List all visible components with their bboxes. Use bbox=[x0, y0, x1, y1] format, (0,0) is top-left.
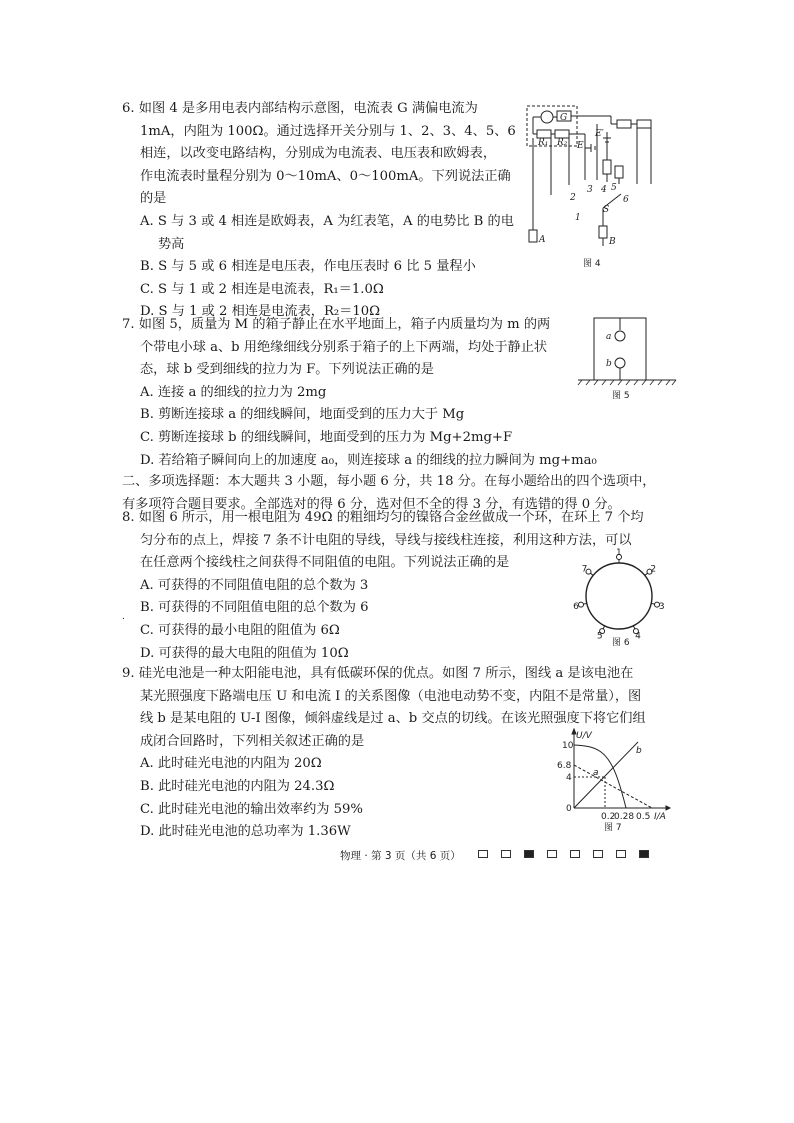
ring bbox=[586, 563, 652, 629]
q8-option-b: B. 可获得的不同阻值电阻的总个数为 6 bbox=[140, 600, 369, 616]
q9-stem-line: 成闭合回路时，下列相关叙述正确的是 bbox=[140, 733, 365, 749]
label-s: S bbox=[603, 205, 610, 215]
footer-marker-boxes bbox=[478, 850, 649, 858]
tangent-line bbox=[574, 765, 652, 808]
figure-4-caption: 图 4 bbox=[583, 259, 601, 269]
empty-marker-box bbox=[616, 850, 626, 858]
q9-option-b: B. 此时硅光电池的内阻为 24.3Ω bbox=[140, 778, 335, 794]
q9-stem-line: 9. 硅光电池是一种太阳能电池，具有低碳环保的优点。如图 7 所示，图线 a 是该电池在 bbox=[122, 666, 634, 681]
q8-option-d: D. 可获得的最大电阻的阻值为 10Ω bbox=[140, 645, 349, 661]
label-3: 3 bbox=[587, 185, 593, 195]
figure-7-caption: 图 7 bbox=[604, 823, 622, 833]
q9-option-a: A. 此时硅光电池的内阻为 20Ω bbox=[140, 756, 322, 772]
terminal-label-3: 3 bbox=[658, 601, 665, 612]
q6-stem-line: 1mA，内阻为 100Ω。通过选择开关分别与 1、2、3、4、5、6 bbox=[140, 123, 516, 139]
section-2-line: 二、多项选择题：本大题共 3 小题，每小题 6 分，共 18 分。在每小题给出的四个选项中， bbox=[122, 474, 656, 489]
xtick-0.5: 0.5 bbox=[636, 812, 651, 822]
ytick-0: 0 bbox=[566, 804, 572, 814]
q6-stem-line: 6. 如图 4 是多用电表内部结构示意图，电流表 G 满偏电流为 bbox=[122, 101, 478, 116]
label-r2: R₂ bbox=[557, 138, 568, 148]
stray-mark: . bbox=[122, 612, 125, 622]
ytick-10: 10 bbox=[562, 741, 574, 751]
q8-option-a: A. 可获得的不同阻值电阻的总个数为 3 bbox=[140, 577, 369, 593]
empty-marker-box bbox=[593, 850, 603, 858]
terminal-label-4: 4 bbox=[635, 631, 641, 642]
q6-option-b: B. S 与 5 或 6 相连是电压表，作电压表时 6 比 5 量程小 bbox=[140, 259, 476, 275]
xtick-0.2: 0.2 bbox=[601, 812, 616, 822]
figure-4-circuit bbox=[525, 100, 665, 270]
terminal-label-5: 5 bbox=[596, 631, 603, 642]
q7-stem-line: 态，球 b 受到细线的拉力为 F。下列说法正确的是 bbox=[140, 362, 434, 378]
empty-marker-box bbox=[478, 850, 488, 858]
galvanometer-symbol bbox=[541, 111, 553, 123]
page-footer: 物理 · 第 3 页（共 6 页） bbox=[340, 850, 461, 862]
label-5: 5 bbox=[611, 183, 617, 193]
filled-marker-box bbox=[524, 850, 534, 858]
q7-option-d: D. 若给箱子瞬间向上的加速度 a₀，则连接球 a 的细线的拉力瞬间为 mg+ma₀ bbox=[140, 452, 597, 468]
label-line-a: a bbox=[593, 768, 599, 778]
q8-stem-line: 8. 如图 6 所示，用一根电阻为 49Ω 的粗细均匀的镍铬合金丝做成一个环，在环上 7 个均 bbox=[122, 510, 644, 525]
line-b bbox=[574, 742, 638, 808]
question-6 bbox=[122, 98, 522, 324]
ytick-4: 4 bbox=[566, 773, 572, 783]
figure-6-caption: 图 6 bbox=[612, 638, 630, 648]
filled-marker-box bbox=[639, 850, 649, 858]
ytick-6.8: 6.8 bbox=[557, 761, 572, 771]
graph-ylabel: U/V bbox=[576, 731, 592, 741]
q6-option-a-cont: 势高 bbox=[158, 236, 185, 252]
label-2: 2 bbox=[570, 193, 576, 203]
q7-stem-line: 个带电小球 a、b 用绝缘细线分别系于箱子的上下两端，均处于静止状 bbox=[140, 339, 548, 355]
empty-marker-box bbox=[547, 850, 557, 858]
q9-option-c: C. 此时硅光电池的输出效率约为 59% bbox=[140, 801, 363, 817]
label-g: G bbox=[560, 113, 568, 123]
terminal-post-6 bbox=[578, 602, 583, 607]
q8-stem-line: 匀分布的点上，焊接 7 条不计电阻的导线，导线与接线柱连接，利用这种方法，可以 bbox=[140, 532, 632, 548]
q6-option-c: C. S 与 1 或 2 相连是电流表，R₁＝1.0Ω bbox=[140, 281, 384, 297]
q7-option-b: B. 剪断连接球 a 的细线瞬间，地面受到的压力大于 Mg bbox=[140, 407, 465, 423]
q7-option-a: A. 连接 a 的细线的拉力为 2mg bbox=[140, 384, 327, 400]
resistor-r1 bbox=[537, 130, 551, 138]
graph-xlabel: I/A bbox=[654, 812, 666, 822]
terminal-label-6: 6 bbox=[573, 601, 579, 612]
xtick-0.28: 0.28 bbox=[614, 812, 635, 822]
empty-marker-box bbox=[501, 850, 511, 858]
label-b: B bbox=[609, 237, 616, 247]
q7-option-c: C. 剪断连接球 b 的细线瞬间，地面受到的压力为 Mg+2mg+F bbox=[140, 429, 513, 445]
q6-option-d: D. S 与 1 或 2 相连是电流表，R₂＝10Ω bbox=[140, 304, 381, 320]
q9-stem-line: 线 b 是某电阻的 U-I 图像，倾斜虚线是过 a、b 交点的切线。在该光照强度下将它们组 bbox=[140, 711, 646, 727]
terminal-label-7: 7 bbox=[581, 564, 588, 575]
figure-5-caption: 图 5 bbox=[612, 391, 630, 401]
q8-option-c: C. 可获得的最小电阻的阻值为 6Ω bbox=[140, 622, 340, 638]
ball-a bbox=[615, 331, 625, 341]
resistor-r2 bbox=[555, 130, 569, 138]
label-r1: R₁ bbox=[538, 138, 549, 148]
label-ball-b: b bbox=[606, 359, 612, 369]
label-4: 4 bbox=[601, 185, 607, 195]
empty-marker-box bbox=[570, 850, 580, 858]
ball-b bbox=[615, 358, 625, 368]
q9-stem-line: 某光照强度下路端电压 U 和电流 I 的关系图像（电池电动势不变，内阻不是常量），图 bbox=[140, 688, 642, 704]
q6-stem-line: 相连，以改变电路结构，分别成为电流表、电压表和欧姆表， bbox=[140, 146, 497, 162]
q8-stem-line: 在任意两个接线柱之间获得不同阻值的电阻。下列说法正确的是 bbox=[140, 555, 510, 571]
label-a: A bbox=[539, 235, 546, 245]
q6-stem-line: 的是 bbox=[140, 191, 167, 207]
figure-6-ring bbox=[562, 548, 682, 648]
figure-7-graph bbox=[556, 728, 676, 836]
label-6: 6 bbox=[623, 195, 629, 205]
q9-option-d: D. 此时硅光电池的总功率为 1.36W bbox=[140, 824, 351, 840]
figure-5-box bbox=[572, 314, 682, 404]
label-1: 1 bbox=[575, 213, 581, 223]
q6-option-a: A. S 与 3 或 4 相连是欧姆表，A 为红表笔，A 的电势比 B 的电 bbox=[140, 213, 514, 229]
q7-stem-line: 7. 如图 5，质量为 M 的箱子静止在水平地面上，箱子内质量均为 m 的两 bbox=[122, 317, 551, 332]
terminal-label-1: 1 bbox=[616, 548, 622, 558]
label-e1: E bbox=[577, 141, 584, 151]
terminal-label-2: 2 bbox=[650, 564, 657, 575]
label-e2: E′ bbox=[595, 129, 604, 139]
label-line-b: b bbox=[636, 746, 642, 756]
q6-stem-line: 作电流表时量程分别为 0～10mA、0～100mA。下列说法正确 bbox=[140, 168, 511, 184]
section-2-line: 有多项符合题目要求。全部选对的得 6 分，选对但不全的得 3 分，有选错的得 0 分。 bbox=[122, 496, 621, 512]
label-ball-a: a bbox=[606, 332, 612, 342]
